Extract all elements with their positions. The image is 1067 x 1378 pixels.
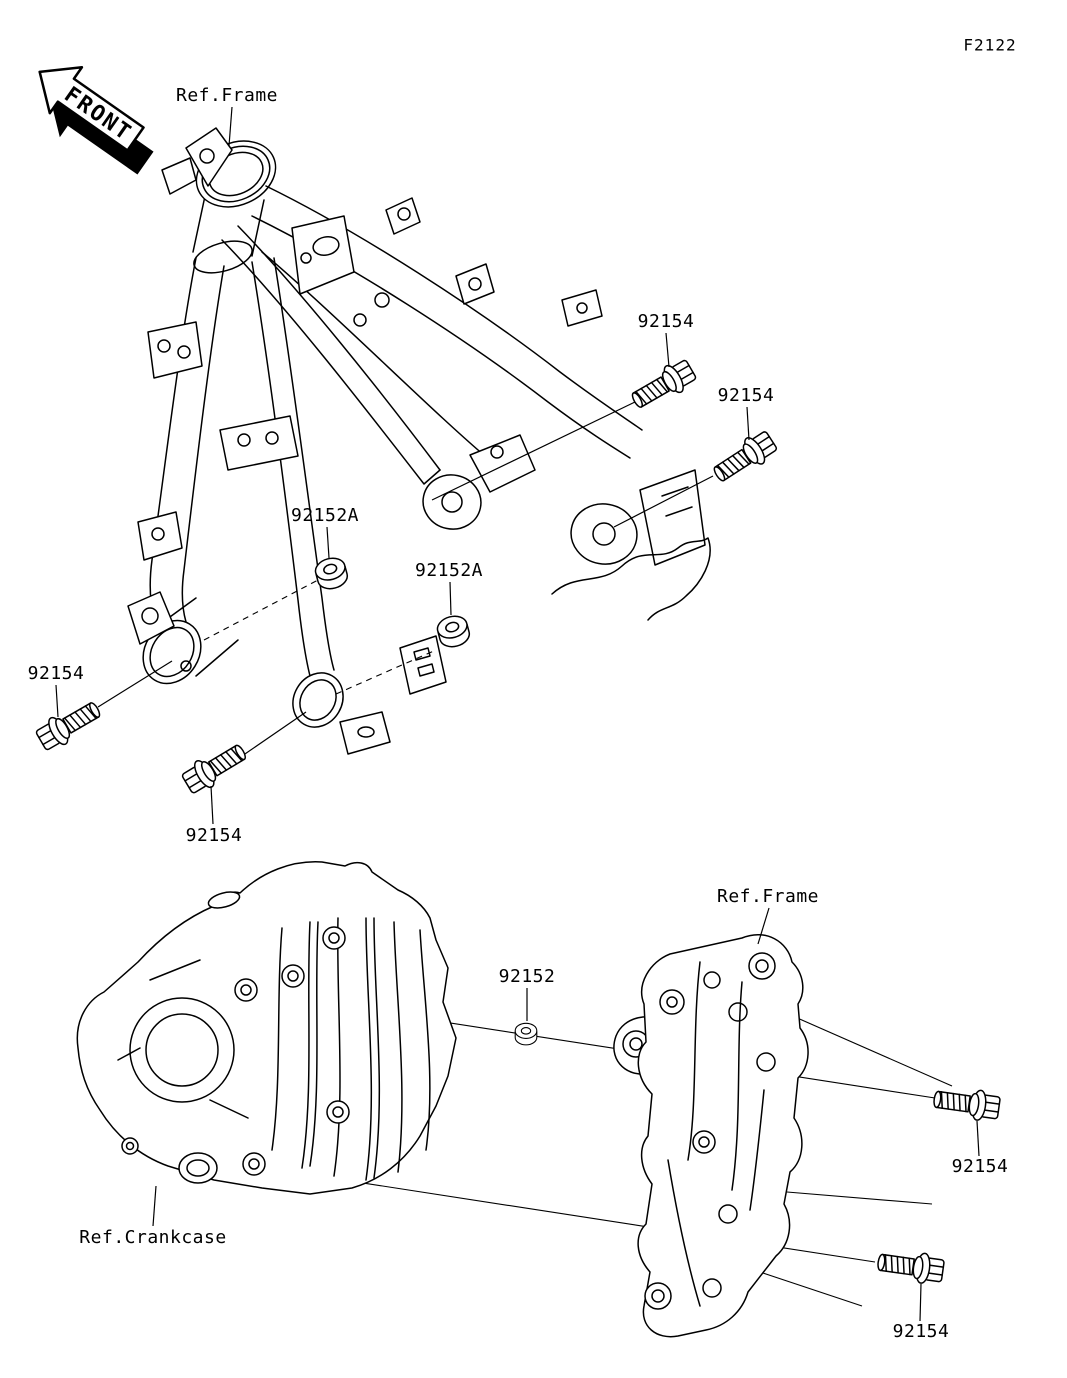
callout-92154-bottom: 92154 — [892, 1321, 950, 1342]
callout-ref-frame-bottom: Ref.Frame — [716, 886, 820, 907]
bolt-92154-lower-left — [179, 738, 250, 797]
frame-drawing — [128, 128, 710, 754]
frame-lower-tabs — [340, 636, 446, 754]
callout-ref-crankcase: Ref.Crankcase — [79, 1227, 227, 1248]
frame-mount-boss-left — [418, 435, 535, 534]
bolt-axis-dashed-left — [204, 580, 318, 640]
leader-92154-lower-left — [211, 786, 213, 824]
leader-ref-frame-top — [229, 107, 232, 146]
callout-92154-top: 92154 — [637, 311, 695, 332]
bolt-axis-line-lower — [242, 712, 306, 756]
page-code: F2122 — [963, 35, 1017, 55]
collar-92152 — [515, 1023, 537, 1045]
leader-92152a-left — [327, 527, 329, 558]
callout-ref-frame-top: Ref.Frame — [175, 85, 279, 106]
leader-92152a-center — [450, 582, 451, 615]
frame-tabs — [386, 198, 602, 326]
damper-92152a-left — [313, 555, 350, 592]
leader-92154-left-edge — [56, 685, 58, 717]
callout-92154-lower-left: 92154 — [185, 825, 243, 846]
frame-gusset-bracket — [292, 216, 354, 294]
bolt-axis-line-top — [432, 401, 637, 500]
callout-92152: 92152 — [498, 966, 556, 987]
callout-92152a-center: 92152A — [414, 560, 484, 581]
leader-92154-mid-right — [977, 1121, 979, 1156]
damper-92152a-center — [435, 613, 472, 650]
leader-ref-crankcase — [153, 1186, 156, 1226]
leader-92154-top — [666, 333, 669, 367]
front-arrow-label: FRONT — [59, 82, 137, 147]
bolt-92154-right — [709, 427, 780, 488]
bolt-92154-top — [627, 356, 698, 415]
crankcase-drawing — [77, 862, 456, 1194]
bolt-92154-left-edge — [33, 695, 104, 754]
bolt-92154-mid-right — [932, 1084, 1001, 1123]
front-direction-arrow — [16, 49, 170, 186]
bolt-axis-line-left — [98, 661, 172, 707]
projection-line-lower-wedge — [787, 1192, 932, 1204]
callout-92154-mid-right: 92154 — [951, 1156, 1009, 1177]
frame-mount-boss-right — [566, 470, 705, 569]
engine-bracket-drawing — [614, 935, 808, 1337]
callout-92154-left-edge: 92154 — [27, 663, 85, 684]
leader-92154-bottom — [920, 1284, 921, 1321]
leader-92154-right — [747, 407, 749, 440]
callout-92154-right: 92154 — [717, 385, 775, 406]
bolt-92154-bottom — [876, 1247, 945, 1286]
frame-left-gussets — [128, 322, 298, 644]
callout-92152a-left: 92152A — [290, 505, 360, 526]
